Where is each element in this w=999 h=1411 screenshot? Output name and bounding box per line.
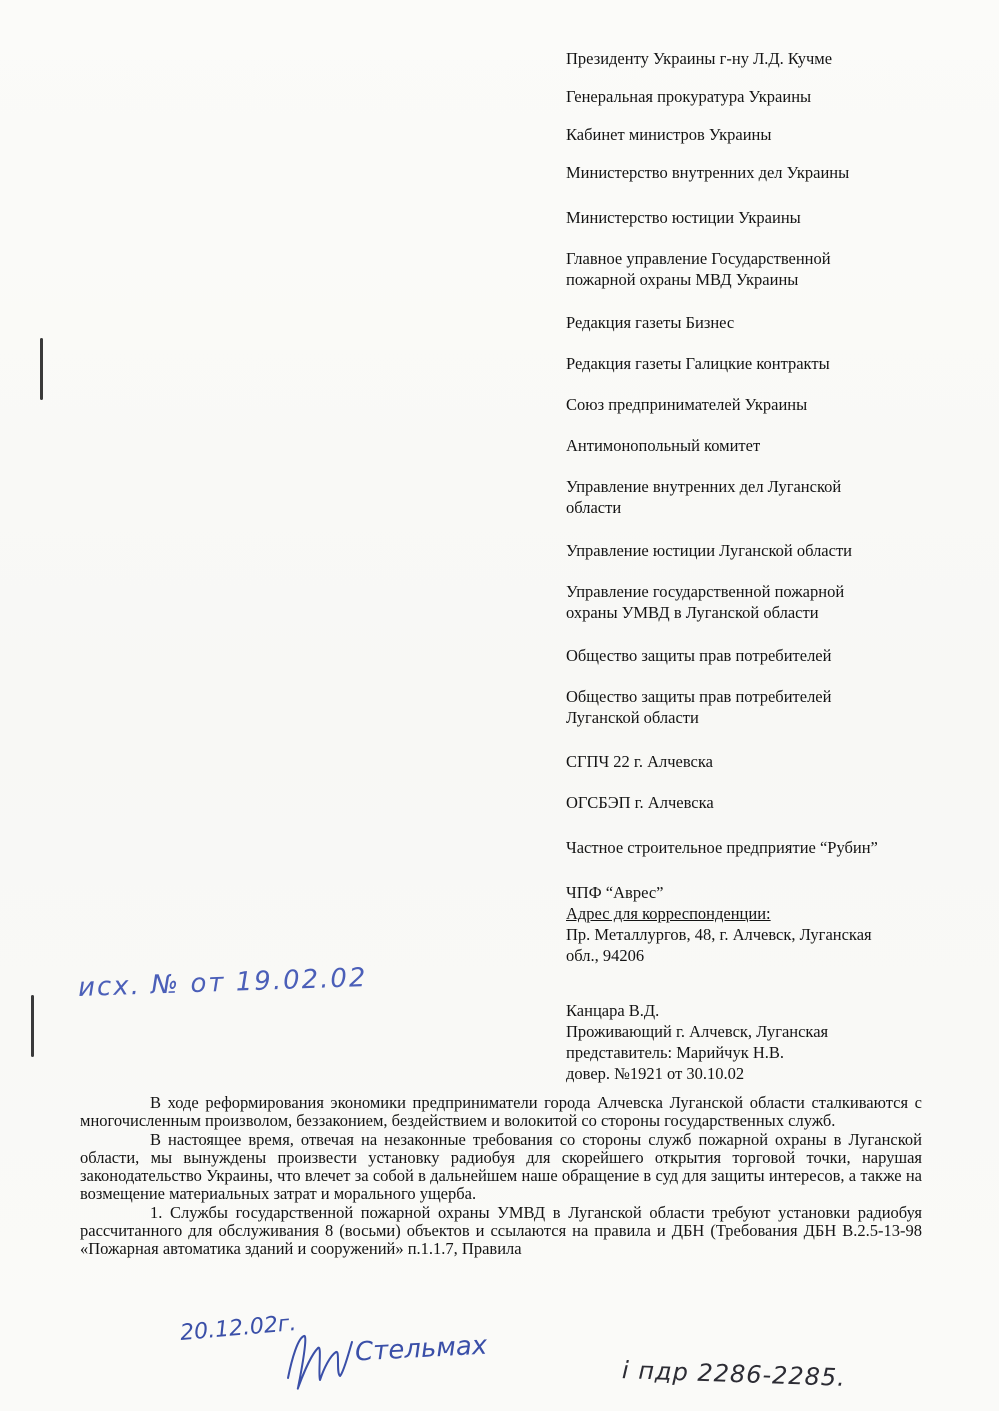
letter-body: [80, 1094, 922, 1259]
handwritten-outgoing-number: исх. № от 19.02.02: [77, 962, 368, 1004]
handwritten-recipient-name: Стельмах: [354, 1330, 488, 1368]
addressee-11-line-1: Управление внутренних дел Луганской: [566, 477, 842, 496]
addressee-7: Редакция газеты Бизнес: [566, 313, 735, 332]
sender-address-line-2: обл., 94206: [566, 946, 645, 965]
addressee-9: Союз предпринимателей Украины: [566, 395, 808, 414]
paragraph-2: В настоящее время, отвечая на незаконные требования со стороны служб пожарной охраны в Луганской области, мы вынуждены произвести установку радиобуя для скорейшего открытия торговой точки, нарушая законодательство Украины, что влечет за собой в дальнейшем наше обращение в суд для защиты интересов, а также на возмещение материальных затрат и морального ущерба.: [80, 1129, 922, 1204]
sender-name: ЧПФ “Аврес”: [566, 883, 664, 902]
addressee-18: Частное строительное предприятие “Рубин”: [566, 838, 878, 857]
addressee-4: Министерство внутренних дел Украины: [566, 163, 850, 182]
addressee-6-line-1: Главное управление Государственной: [566, 249, 831, 268]
applicant-name: Канцара В.Д.: [566, 1001, 660, 1020]
addressee-13: [566, 581, 966, 623]
applicant-power-of-attorney: довер. №1921 от 30.10.02: [566, 1064, 745, 1083]
applicant-block: [566, 1000, 966, 1084]
handwritten-received-date: 20.12.02г.: [179, 1310, 298, 1347]
addressee-10: Антимонопольный комитет: [566, 436, 761, 455]
addressee-14: Общество защиты прав потребителей: [566, 646, 832, 665]
applicant-representative: представитель: Марийчук Н.В.: [566, 1043, 785, 1062]
addressee-2: Генеральная прокуратура Украины: [566, 87, 812, 106]
addressee-6-line-2: пожарной охраны МВД Украины: [566, 270, 799, 289]
addressee-1: Президенту Украины г-ну Л.Д. Кучме: [566, 49, 833, 68]
paragraph-3: 1. Службы государственной пожарной охраны УМВД в Луганской области требуют установки радиобуя рассчитанного для обслуживания 8 (восьми) объектов и ссылаются на правила и ДБН (Требования ДБН В.2.5-13-98 «Пожарная автоматика зданий и сооружений» п.1.1.7, Правила: [80, 1202, 922, 1259]
addressee-15-line-2: Луганской области: [566, 708, 699, 727]
addressee-11-line-2: области: [566, 498, 622, 517]
handwritten-signature: [278, 1318, 358, 1398]
addressee-11: [566, 476, 966, 518]
addressee-15-line-1: Общество защиты прав потребителей: [566, 687, 832, 706]
addressee-3: Кабинет министров Украины: [566, 125, 772, 144]
addressee-6: [566, 248, 966, 290]
addressee-12: Управление юстиции Луганской области: [566, 541, 852, 560]
correspondence-label: Адрес для корреспонденции:: [566, 904, 771, 923]
addressee-16: СГПЧ 22 г. Алчевска: [566, 752, 713, 771]
sender-block: [566, 882, 966, 966]
addressee-15: [566, 686, 966, 728]
binding-mark-top: [40, 338, 43, 400]
sender-address-line-1: Пр. Металлургов, 48, г. Алчевск, Луганская: [566, 925, 872, 944]
binding-mark-bottom: [31, 995, 34, 1057]
addressee-17: ОГСБЭП г. Алчевска: [566, 793, 714, 812]
addressee-8: Редакция газеты Галицкие контракты: [566, 354, 830, 373]
addressee-13-line-1: Управление государственной пожарной: [566, 582, 845, 601]
applicant-residence: Проживающий г. Алчевск, Луганская: [566, 1022, 829, 1041]
addressee-5: Министерство юстиции Украины: [566, 208, 801, 227]
paragraph-1: В ходе реформирования экономики предприниматели города Алчевска Луганской области сталкиваются с многочисленным произволом, беззаконием, бездействием и волокитой со стороны государственных служб.: [80, 1093, 922, 1131]
handwritten-registration-number: і пдр 2286-2285.: [621, 1356, 847, 1392]
addressee-block: [566, 48, 966, 1084]
addressee-13-line-2: охраны УМВД в Луганской области: [566, 603, 819, 622]
